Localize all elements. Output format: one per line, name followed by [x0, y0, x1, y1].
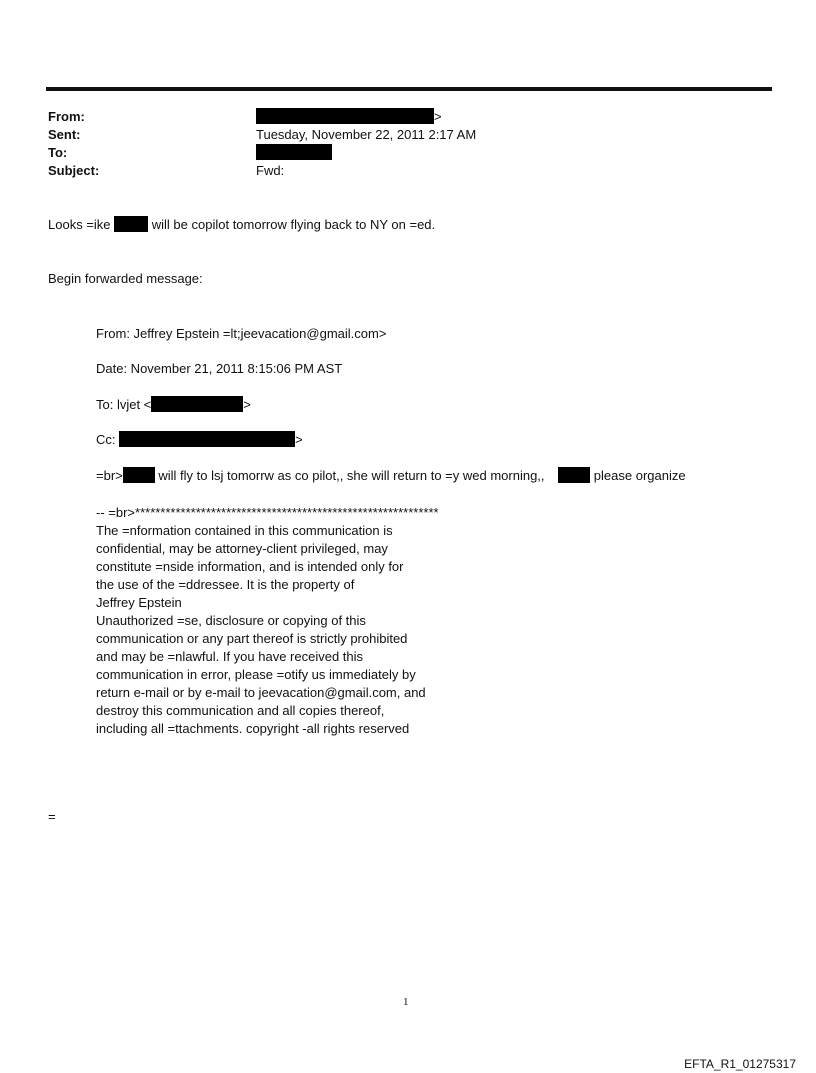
forwarded-to [96, 396, 251, 413]
disclaimer-line: including all =ttachments. copyright -all rights reserved [96, 721, 410, 736]
disclaimer-block [96, 504, 616, 738]
forwarded-body-text: will fly to lsj tomorrw as co pilot,, she will return to =y wed morning,, [158, 468, 545, 483]
disclaimer-line: confidential, may be attorney-client privileged, may [96, 541, 388, 556]
disclaimer-line: communication or any part thereof is strictly prohibited [96, 631, 408, 646]
header-rule [46, 87, 772, 91]
forwarded-to-suffix: > [243, 397, 251, 412]
disclaimer-separator: -- =br>************************************************************ [96, 505, 439, 520]
redaction-box [114, 216, 148, 232]
forwarded-cc-suffix: > [295, 432, 303, 447]
document-id: EFTA_R1_01275317 [684, 1057, 796, 1071]
redaction-box [256, 108, 434, 124]
from-label: From: [48, 109, 85, 124]
disclaimer-line: Unauthorized =se, disclosure or copying of this [96, 613, 366, 628]
forwarded-from: From: Jeffrey Epstein =lt;jeevacation@gmail.com> [96, 326, 387, 341]
redaction-box [558, 467, 590, 483]
forwarded-body-prefix: =br> [96, 468, 123, 483]
redaction-box [123, 467, 155, 483]
sent-label: Sent: [48, 127, 81, 142]
forward-intro: Begin forwarded message: [48, 271, 203, 286]
to-label: To: [48, 145, 68, 160]
disclaimer-line: and may be =nlawful. If you have received this [96, 649, 364, 664]
forwarded-cc-prefix: Cc: [96, 432, 116, 447]
disclaimer-line: the use of the =ddressee. It is the property of [96, 577, 355, 592]
disclaimer-line: The =nformation contained in this communication is [96, 523, 393, 538]
from-suffix: > [434, 109, 442, 124]
forwarded-body [96, 467, 686, 484]
message-text-after: will be copilot tomorrow flying back to NY on =ed. [151, 217, 436, 232]
redaction-box [119, 431, 295, 447]
forwarded-date: Date: November 21, 2011 8:15:06 PM AST [96, 361, 343, 376]
sent-value: Tuesday, November 22, 2011 2:17 AM [256, 127, 477, 142]
forwarded-cc [96, 431, 303, 448]
forwarded-body-end: please organize [593, 468, 686, 483]
forwarded-to-prefix: To: lvjet < [96, 397, 152, 412]
disclaimer-line: destroy this communication and all copies thereof, [96, 703, 385, 718]
subject-value: Fwd: [256, 163, 285, 178]
message-line [48, 216, 435, 233]
to-value [256, 144, 332, 161]
message-text-before: Looks =ike [48, 217, 111, 232]
redaction-box [151, 396, 243, 412]
disclaimer-line: communication in error, please =otify us immediately by [96, 667, 416, 682]
disclaimer-line: Jeffrey Epstein [96, 595, 182, 610]
from-value [256, 108, 442, 125]
page-number: 1 [403, 996, 409, 1008]
disclaimer-line: constitute =nside information, and is intended only for [96, 559, 404, 574]
trailing-mark: = [48, 809, 56, 824]
subject-label: Subject: [48, 163, 100, 178]
redaction-box [256, 144, 332, 160]
disclaimer-line: return e-mail or by e-mail to jeevacation@gmail.com, and [96, 685, 426, 700]
